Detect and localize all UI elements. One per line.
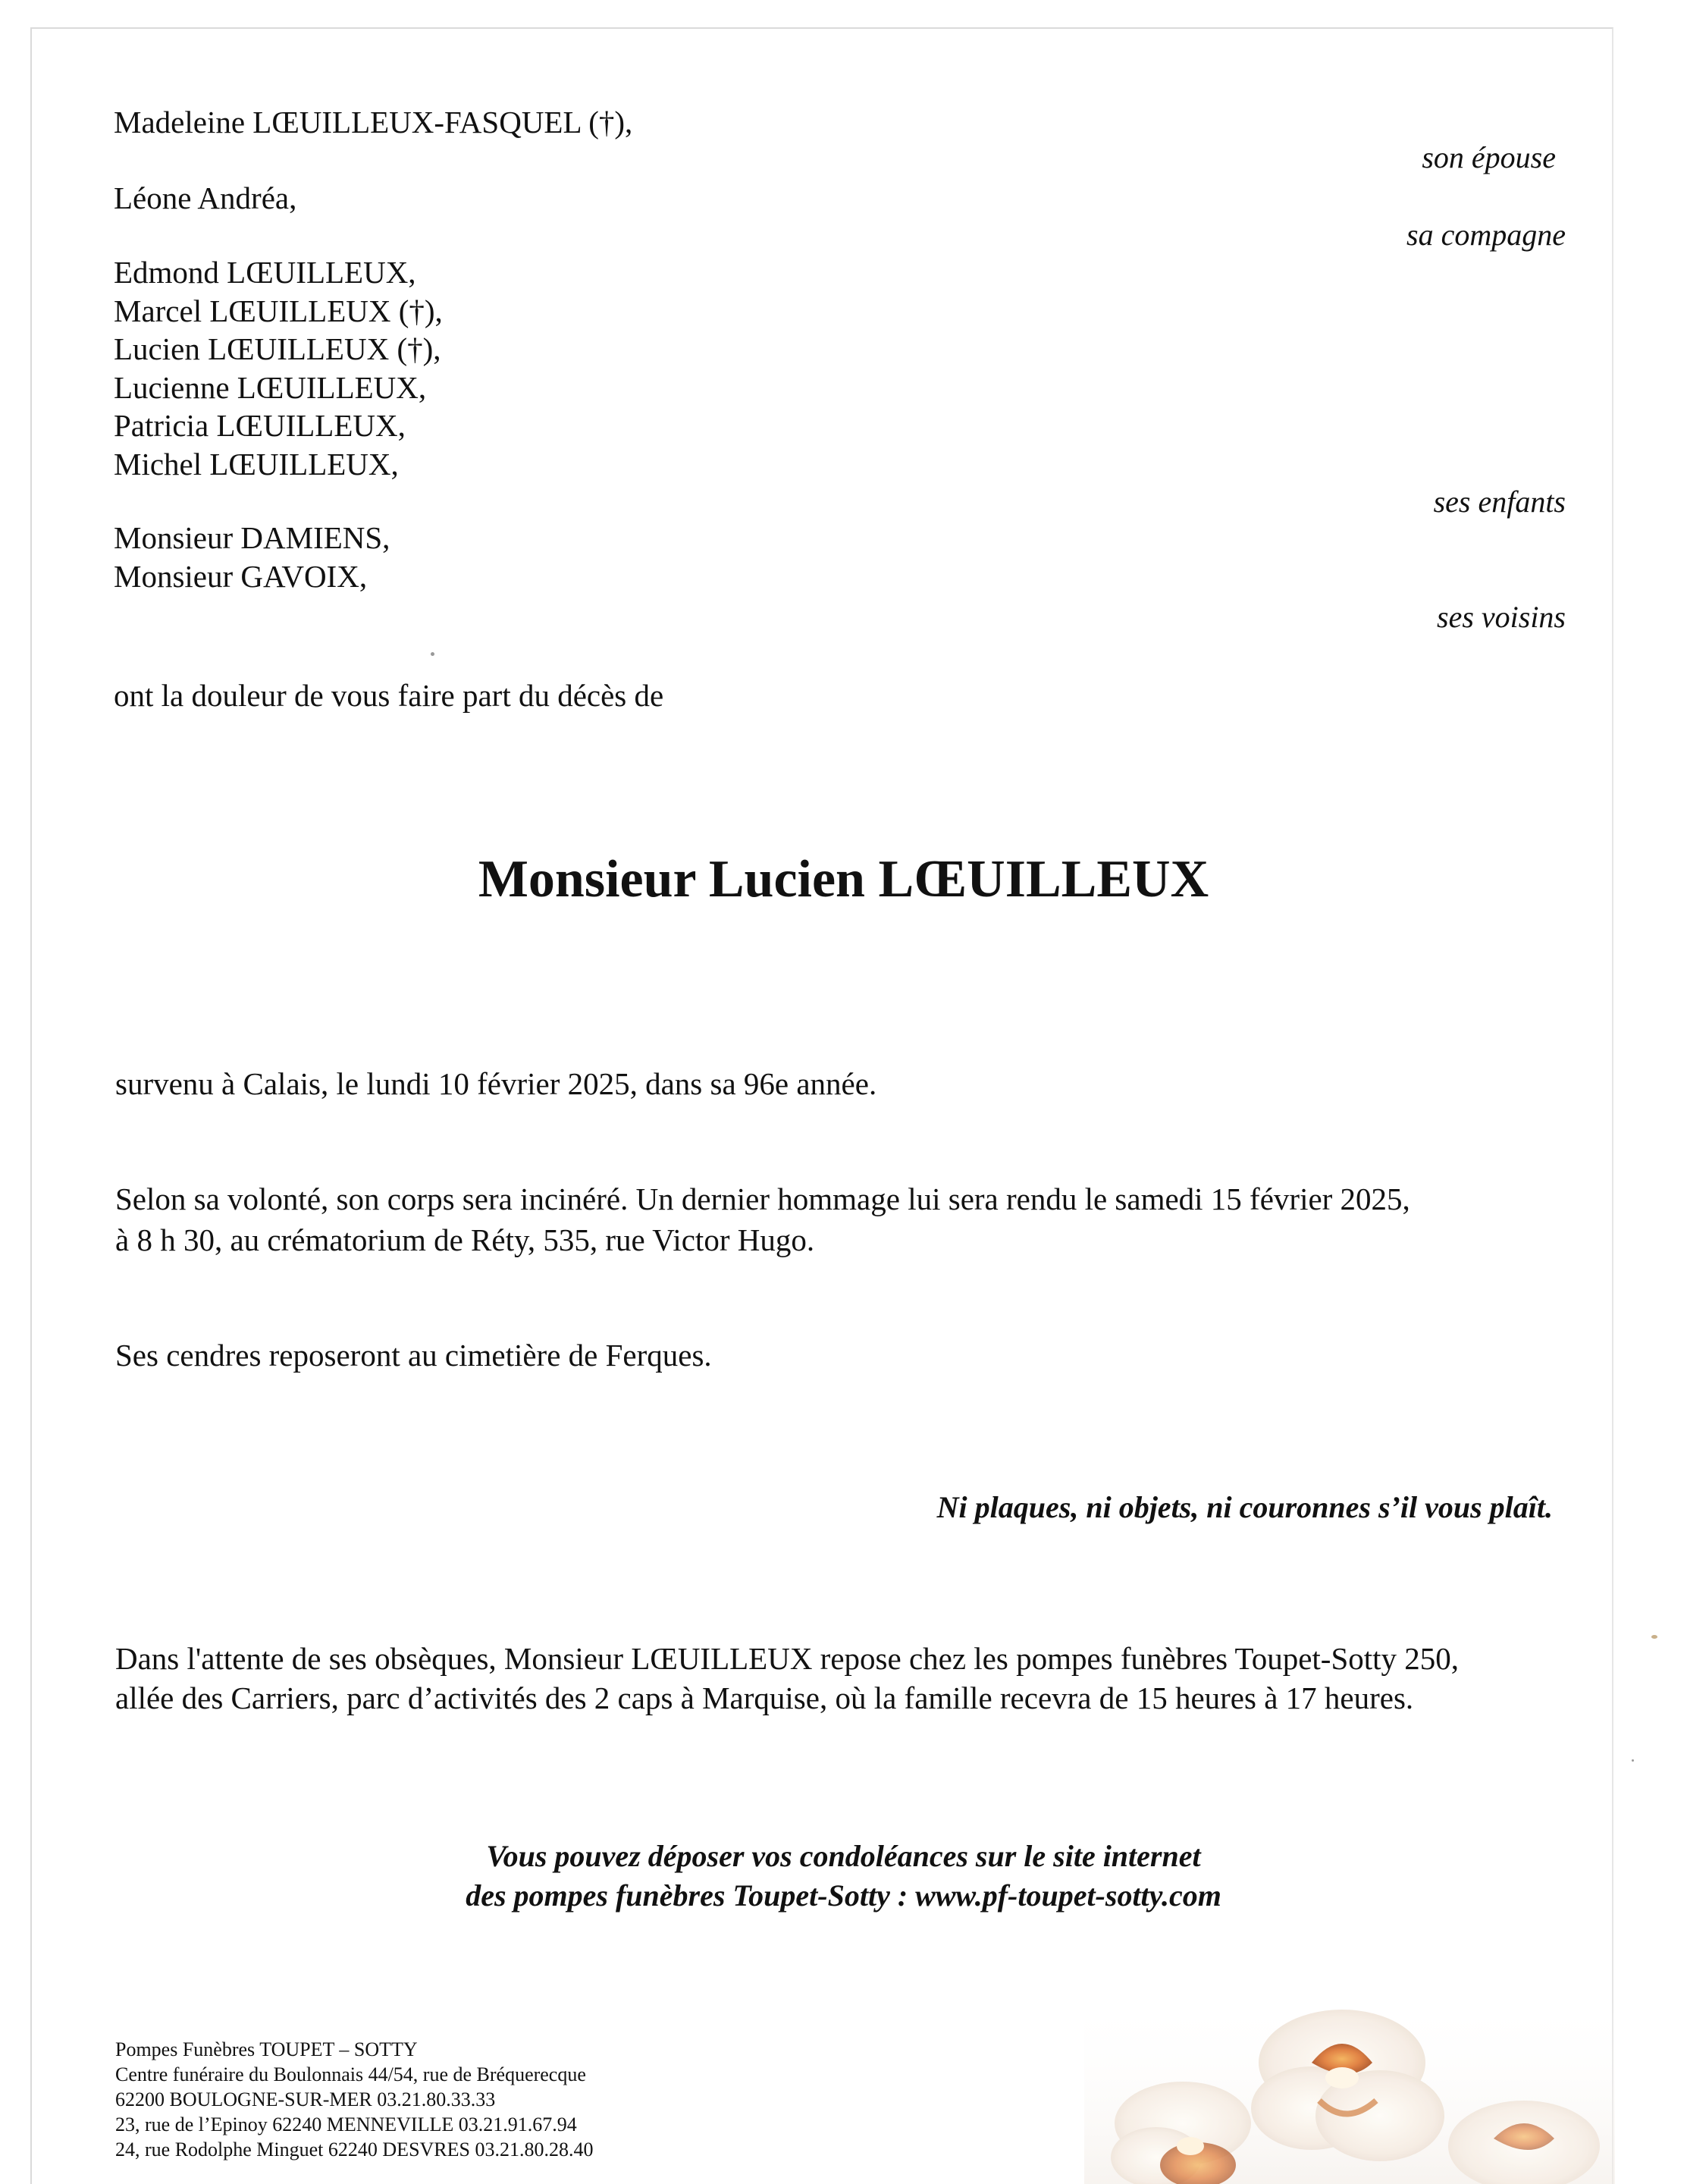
scan-speck bbox=[431, 652, 434, 656]
condolences-line-1: Vous pouvez déposer vos condoléances sur le site internet bbox=[486, 1839, 1201, 1873]
child-name: Michel LŒUILLEUX, bbox=[114, 446, 399, 482]
deceased-name: Monsieur Lucien LŒUILLEUX bbox=[478, 850, 1209, 908]
companion-name: Léone Andréa, bbox=[114, 180, 297, 215]
orchid-flowers-image bbox=[1084, 1994, 1615, 2184]
rest-line-2: allée des Carriers, parc d’activités des 2 caps à Marquise, où la famille recevra de 15 heures à 17 heures. bbox=[115, 1680, 1414, 1715]
funeral-home-footer bbox=[115, 2037, 594, 2162]
condolences-line-2: des pompes funèbres Toupet-Sotty : www.pf-toupet-sotty.com bbox=[466, 1878, 1221, 1913]
child-name: Lucienne LŒUILLEUX, bbox=[114, 369, 427, 405]
child-name: Patricia LŒUILLEUX, bbox=[114, 408, 406, 443]
footer-line: Pompes Funèbres TOUPET – SOTTY bbox=[115, 2038, 418, 2060]
children-list bbox=[114, 253, 443, 483]
footer-line: 24, rue Rodolphe Minguet 62240 DESVRES 03.21.80.28.40 bbox=[115, 2138, 594, 2160]
companion-relation: sa compagne bbox=[1406, 218, 1566, 252]
announcement-text: ont la douleur de vous faire part du décès de bbox=[114, 678, 664, 713]
rest-line-1: Dans l'attente de ses obsèques, Monsieur LŒUILLEUX repose chez les pompes funèbres Toupet-Sotty 250, bbox=[115, 1641, 1460, 1676]
spouse-name: Madeleine LŒUILLEUX-FASQUEL (†), bbox=[114, 105, 633, 140]
footer-line: 23, rue de l’Epinoy 62240 MENNEVILLE 03.21.91.67.94 bbox=[115, 2113, 577, 2135]
neighbours-relation: ses voisins bbox=[1437, 600, 1566, 634]
ceremony-line-2: à 8 h 30, au crématorium de Réty, 535, rue Victor Hugo. bbox=[115, 1222, 815, 1257]
child-name: Marcel LŒUILLEUX (†), bbox=[114, 293, 443, 328]
footer-line: 62200 BOULOGNE-SUR-MER 03.21.80.33.33 bbox=[115, 2088, 496, 2110]
footer-line: Centre funéraire du Boulonnais 44/54, rue de Bréquerecque bbox=[115, 2063, 586, 2085]
death-line: survenu à Calais, le lundi 10 février 2025, dans sa 96e année. bbox=[115, 1066, 877, 1101]
ceremony-line-1: Selon sa volonté, son corps sera incinéré. Un dernier hommage lui sera rendu le samedi 15 février 2025, bbox=[115, 1181, 1410, 1216]
children-relation: ses enfants bbox=[1433, 485, 1566, 519]
scan-speck bbox=[1651, 1635, 1657, 1639]
child-name: Edmond LŒUILLEUX, bbox=[114, 255, 416, 290]
child-name: Lucien LŒUILLEUX (†), bbox=[114, 331, 441, 366]
neighbour-name: Monsieur GAVOIX, bbox=[114, 558, 368, 594]
neighbour-name: Monsieur DAMIENS, bbox=[114, 520, 390, 555]
neighbours-list bbox=[114, 519, 390, 595]
ashes-line: Ses cendres reposeront au cimetière de Ferques. bbox=[115, 1338, 712, 1373]
no-flowers-note: Ni plaques, ni objets, ni couronnes s’il vous plaît. bbox=[936, 1490, 1553, 1524]
spouse-relation: son épouse bbox=[1422, 140, 1556, 174]
scan-speck bbox=[1632, 1759, 1634, 1762]
